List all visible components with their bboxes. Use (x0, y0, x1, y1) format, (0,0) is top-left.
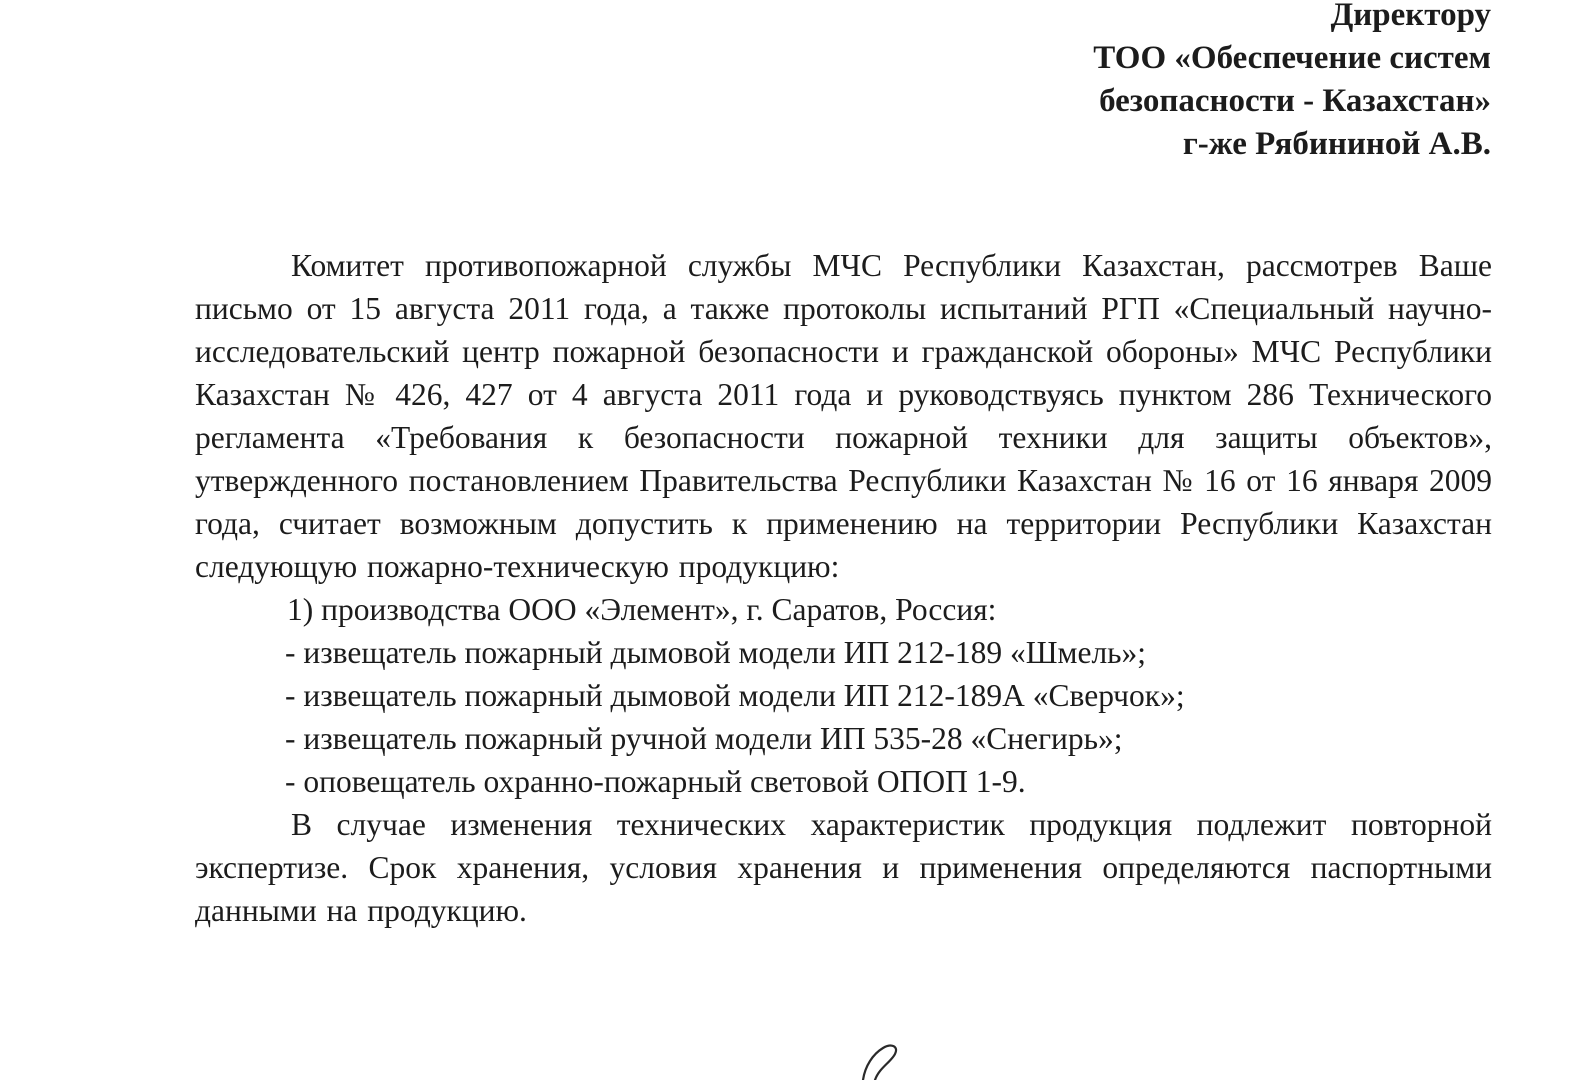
addressee-block (1093, 0, 1491, 166)
product-list-item: - оповещатель охранно-пожарный световой ОПОП 1-9. (285, 764, 1026, 799)
letter-paragraph-main: Комитет противопожарной службы МЧС Республики Казахстан, рассмотрев Ваше письмо от 15 августа 2011 года, а также протоколы испытаний РГП «Специальный научно-исследовательский центр пожарной безопасности и гражданской обороны» МЧС Республики Казахстан № 426, 427 от 4 августа 2011 года и руководствуясь пунктом 286 Технического регламента «Требования к безопасности пожарной техники для защиты объектов», утвержденного постановлением Правительства Республики Казахстан № 16 от 16 января 2009 года, считает возможным допустить к применению на территории Республики Казахстан следующую пожарно-техническую продукцию: (195, 248, 1492, 584)
addressee-company-line1: ТОО «Обеспечение систем (1093, 40, 1491, 76)
product-list-item: - извещатель пожарный дымовой модели ИП 212-189А «Сверчок»; (285, 678, 1185, 713)
product-list-item: - извещатель пожарный ручной модели ИП 535-28 «Снегирь»; (285, 721, 1123, 756)
letter-body (195, 244, 1492, 932)
addressee-title: Директору (1330, 0, 1491, 33)
handwritten-signature-icon (855, 1040, 915, 1080)
product-list-title: 1) производства ООО «Элемент», г. Саратов, Россия: (287, 592, 997, 627)
product-list-item: - извещатель пожарный дымовой модели ИП 212-189 «Шмель»; (285, 635, 1147, 670)
addressee-name: г-же Рябининой А.В. (1182, 126, 1491, 162)
letter-paragraph-closing: В случае изменения технических характеристик продукция подлежит повторной экспертизе. Срок хранения, условия хранения и применения определяются паспортными данными на продукцию. (195, 807, 1492, 928)
addressee-company-line2: безопасности - Казахстан» (1099, 83, 1491, 119)
